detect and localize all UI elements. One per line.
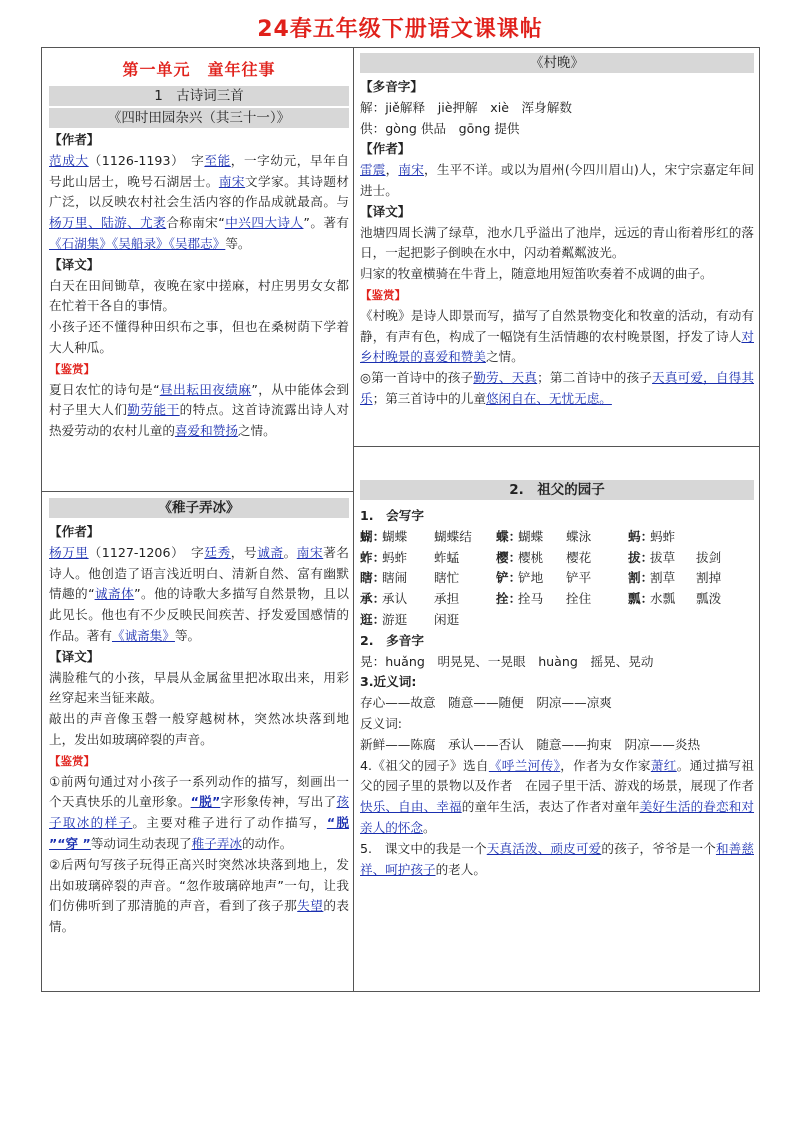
question-5: 5. 课文中的我是一个天真活泼、顽皮可爱的孩子，爷爷是一个和善慈祥、呵护孩子的老人。 (360, 840, 754, 877)
poem1-author-text: 范成大（1126-1193） 字至能，一字幼元，早年自号此山居士，晚号石湖居士。南宋文学家。其诗题材广泛，以反映农村社会生活内容的作品成就最高。与杨万里、陆游、尤袤合称南宋“中兴四大诗人”。著有《石湖集》《吴船录》《吴郡志》等。 (49, 152, 350, 251)
poem3-appreciation: 《村晚》是诗人即景而写，描写了自然景物变化和牧童的活动，有动有静，有声有色，构成了一幅饶有生活情趣的农村晚景图，抒发了诗人对乡村晚景的喜爱和赞美之情。 (360, 307, 754, 365)
author-label: 【作者】 (49, 524, 100, 539)
column-divider (353, 48, 354, 991)
polyphone-line-2: 供：gòng 供品 gōng 提供 (360, 120, 520, 136)
vocab-row: 瞎： 瞎闹 瞎忙 铲： 铲地 铲平 割： 割草 割掉 (360, 570, 722, 586)
synonyms-heading: 3.近义词: (360, 674, 417, 690)
poem1-appreciation: 夏日农忙的诗句是“昼出耘田夜绩麻”，从中能体会到村子里大人们勤劳能干的特点。这首诗流露出诗人对热爱劳动的农村儿童的喜爱和赞扬之情。 (49, 381, 350, 439)
left-column-top (49, 56, 349, 442)
synonyms-line: 存心——故意 随意——随便 阴凉——凉爽 (360, 695, 612, 711)
appreciation-label: 【鉴赏】 (49, 361, 95, 376)
author-label: 【作者】 (360, 141, 411, 157)
left-column-bottom (49, 496, 349, 938)
poems-summary: ◎第一首诗中的孩子勤劳、天真；第二首诗中的孩子天真可爱，自得其乐；第三首诗中的儿童悠闲自在、无忧无虑。 (360, 370, 755, 406)
right-column-top (360, 51, 754, 410)
poem3-author-text: 雷震，南宋，生平不详。或以为眉州(今四川眉山)人，宋宁宗嘉定年间进士。 (360, 162, 755, 198)
poem2-translation-1: 满脸稚气的小孩，早晨从金属盆里把冰取出来，用彩丝穿起来当钲来敲。 (49, 669, 349, 706)
lesson2-title: 2. 祖父的园子 (360, 480, 754, 500)
poem2-appreciation-2: ②后两句写孩子玩得正高兴时突然冰块落到地上，发出如玻璃碎裂的声音。“忽作玻璃碎地声”一句，让我们仿佛听到了那清脆的声音，看到了孩子那失望的表情。 (49, 856, 350, 935)
poem2-appreciation-1: ①前两句通过对小孩子一系列动作的描写，刻画出一个天真快乐的儿童形象。“脱”字形象传神，写出了孩子取冰的样子。主要对稚子进行了动作描写，“脱 ”“穿 ”等动词生动表现了稚子弄冰的动作。 (49, 773, 350, 851)
author-label: 【作者】 (49, 132, 100, 147)
unit-title: 第一单元 童年往事 (122, 60, 276, 79)
page-title: 24春五年级下册语文课课帖 (257, 17, 543, 42)
author-name: 范成大 (49, 152, 89, 168)
poem2-author-text: 杨万里（1127-1206） 字廷秀，号诚斋。南宋著名诗人。他创造了语言浅近明白、清新自然、富有幽默情趣的“诚斋体”。他的诗歌大多描写自然景物，且以此见长。他也有不少反映民间疾苦、抒发爱国感情的作品。著有《诚斋集》等。 (49, 544, 349, 643)
translation-label: 【译文】 (360, 203, 411, 219)
poem2-translation-2: 敲出的声音像玉磬一般穿越树林，突然冰块落到地上，发出如玻璃碎裂的声音。 (49, 711, 349, 747)
poem1-translation-1: 白天在田间锄草，夜晚在家中搓麻，村庄男男女女都在忙着干各自的事情。 (49, 277, 349, 314)
poem1-translation-2: 小孩子还不懂得种田织布之事，但也在桑树荫下学着大人种瓜。 (49, 319, 349, 355)
poem2-title: 《稚子弄冰》 (49, 498, 349, 518)
polyphone-heading: 2. 多音字 (360, 632, 424, 648)
vocab-row: 蝴： 蝴蝶 蝴蝶结 蝶： 蝴蝶 蝶泳 蚂： 蚂蚱 (360, 528, 676, 544)
polyphone-line-1: 解：jiě解释 jiè押解 xiè 浑身解数 (360, 99, 572, 115)
polyphone-line: 晃：huǎng 明晃晃、一晃眼 huàng 摇晃、晃动 (360, 653, 654, 669)
vocab-row: 蚱： 蚂蚱 蚱蜢 樱： 樱桃 樱花 拔： 拔草 拔剑 (360, 549, 722, 565)
translation-label: 【译文】 (49, 256, 100, 272)
translation-label: 【译文】 (49, 648, 100, 664)
question-4: 4.《祖父的园子》选自《呼兰河传》，作者为女作家萧红。通过描写祖父的园子里的景物以及作者 在园子里干活、游戏的场景，展现了作者快乐、自由、幸福的童年生活，表达了作者对童年美好生活的眷恋和对亲人的怀念。 (360, 757, 755, 835)
poem1-title: 《四时田园杂兴（其三十一）》 (49, 108, 349, 128)
polyphone-label: 【多音字】 (360, 79, 423, 94)
antonyms-line: 新鲜——陈腐 承认——否认 随意——拘束 阴凉——炎热 (360, 736, 701, 752)
antonyms-heading: 反义词: (360, 715, 403, 731)
poem3-title: 《村晚》 (360, 53, 754, 73)
poem3-translation-1: 池塘四周长满了绿草，池水几乎溢出了池岸，远远的青山衔着彤红的落日，一起把影子倒映在水中，闪动着粼粼波光。 (360, 224, 754, 261)
content-frame (41, 47, 760, 992)
vocab-table (360, 527, 754, 631)
vocab-row: 承： 承认 承担 拴： 拴马 拴住 瓢： 水瓢 瓢泼 (360, 591, 722, 607)
vocab-row: 逛： 游逛 闲逛 (360, 611, 460, 627)
right-column-bottom (360, 478, 754, 880)
lesson1-title: 1 古诗词三首 (49, 86, 349, 106)
write-characters-heading: 1. 会写字 (360, 508, 424, 523)
right-section-divider (353, 446, 759, 447)
poem3-translation-2: 归家的牧童横骑在牛背上，随意地用短笛吹奏着不成调的曲子。 (360, 266, 713, 282)
appreciation-label: 【鉴赏】 (49, 753, 95, 768)
left-section-divider (42, 491, 353, 492)
appreciation-label: 【鉴赏】 (360, 287, 406, 302)
